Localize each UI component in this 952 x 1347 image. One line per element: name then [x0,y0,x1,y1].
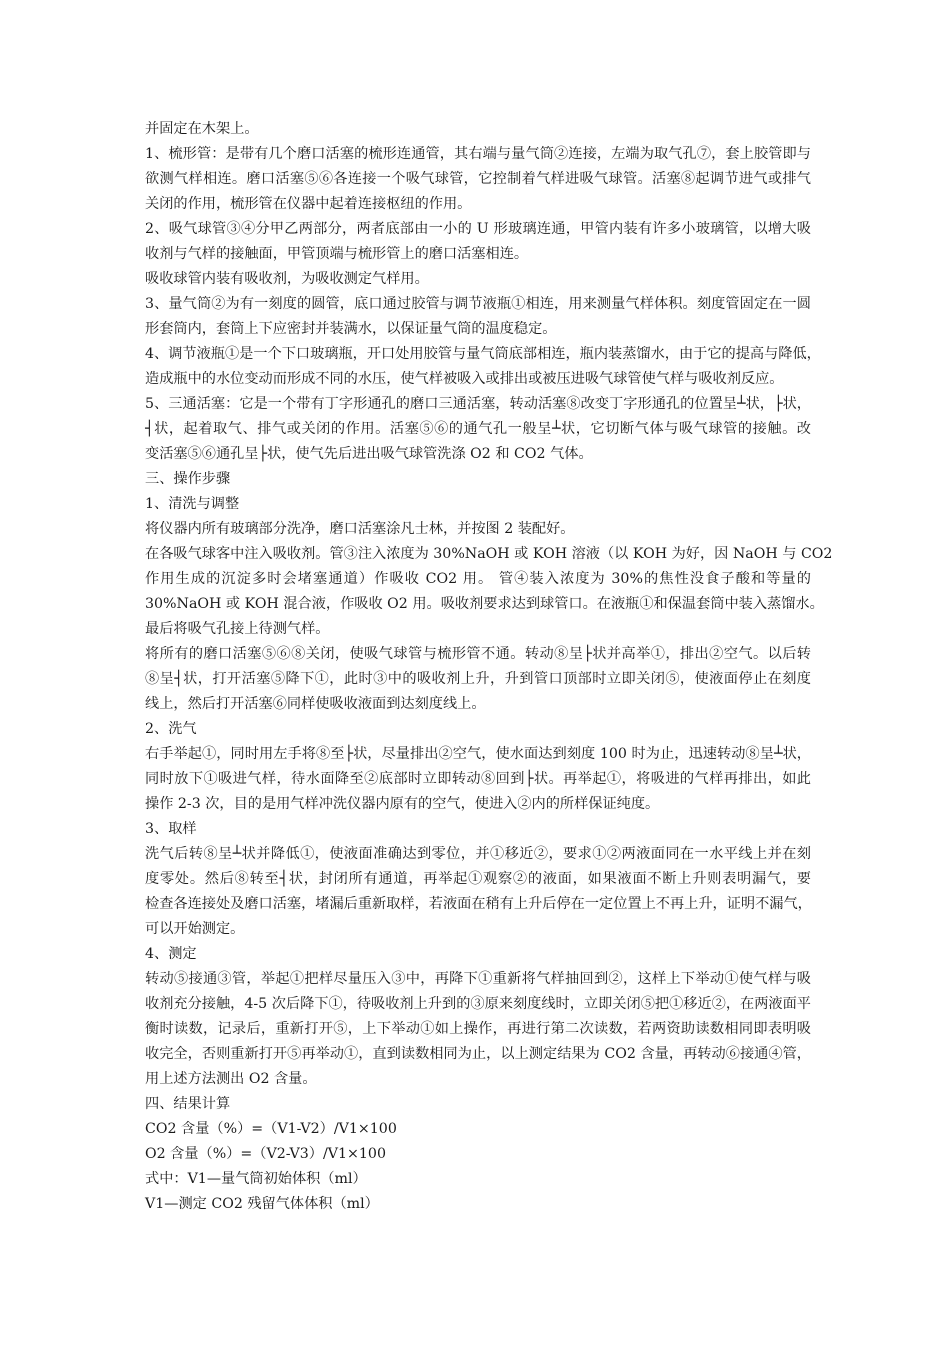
text-line: 4、测定 [145,946,197,962]
text-line: 最后将吸气孔接上待测气样。 [145,621,330,637]
text-line: 欲测气样相连。磨口活塞⑤⑥各连接一个吸气球管，它控制着气样进吸气球管。活塞⑧起调节进气或排气 [145,171,811,187]
text-line: 线上，然后打开活塞⑥同样使吸收液面到达刻度线上。 [145,696,486,712]
text-line: 衡时读数，记录后，重新打开⑤，上下举动①如上操作，再进行第二次读数，若两资助读数相同即表明吸 [145,1021,811,1037]
text-line: 并固定在木架上。 [145,121,259,137]
text-line: 作用生成的沉淀多时会堵塞通道）作吸收 CO2 用。 管④装入浓度为 30%的焦性没食子酸和等量的 [145,571,811,587]
text-line: 2、吸气球管③④分甲乙两部分，两者底部由一小的 U 形玻璃连通，甲管内装有许多小玻璃管，以增大吸 [145,221,811,237]
text-line: 用上述方法测出 O2 含量。 [145,1071,317,1087]
text-line: 1、梳形管：是带有几个磨口活塞的梳形连通管，其右端与量气筒②连接，左端为取气孔⑦，套上胶管即与 [145,146,811,162]
document-body [145,117,833,1217]
text-line: 1、清洗与调整 [145,496,240,512]
text-line: 检查各连接处及磨口活塞，堵漏后重新取样，若液面在稍有上升后停在一定位置上不再上升，证明不漏气， [145,896,812,912]
text-line: 转动⑤接通③管，举起①把样尽量压入③中，再降下①重新将气样抽回到②，这样上下举动①使气样与吸 [145,971,811,987]
text-line: V1—测定 CO2 残留气体体积（ml） [145,1196,379,1212]
text-line: 将所有的磨口活塞⑤⑥⑧关闭，使吸气球管与梳形管不通。转动⑧呈├状并高举①，排出②空气。以后转 [145,646,811,662]
text-line: 变活塞⑤⑥通孔呈├状，使气先后进出吸气球管洗涤 O2 和 CO2 气体。 [145,446,593,462]
text-line: 关闭的作用，梳形管在仪器中起着连接枢纽的作用。 [145,196,472,212]
text-line: 吸收球管内装有吸收剂，为吸收测定气样用。 [145,271,429,287]
text-line: 洗气后转⑧呈┴状并降低①，使液面准确达到零位，并①移近②，要求①②两液面同在一水平线上并在刻 [145,846,811,862]
text-line: 右手举起①，同时用左手将⑧至├状，尽量排出②空气，使水面达到刻度 100 时为止，迅速转动⑧呈┴状， [145,746,811,762]
text-line: 三、操作步骤 [145,471,231,487]
text-line: 造成瓶中的水位变动而形成不同的水压，使气样被吸入或排出或被压进吸气球管使气样与吸收剂反应。 [145,371,784,387]
text-line: 5、三通活塞：它是一个带有丁字形通孔的磨口三通活塞，转动活塞⑧改变丁字形通孔的位置呈┴状，├状， [145,396,811,412]
text-line: 可以开始测定。 [145,921,245,937]
text-line: 操作 2-3 次，目的是用气样冲洗仪器内原有的空气，使进入②内的所样保证纯度。 [145,796,660,812]
text-line: 同时放下①吸进气样，待水面降至②底部时立即转动⑧回到├状。再举起①，将吸进的气样再排出，如此 [145,771,811,787]
text-line: 将仪器内所有玻璃部分洗净，磨口活塞涂凡士林，并按图 2 装配好。 [145,521,575,537]
text-line: 收剂充分接触，4-5 次后降下①，待吸收剂上升到的③原来刻度线时，立即关闭⑤把①移近②，在两液面平 [145,996,811,1012]
text-line: 3、量气筒②为有一刻度的圆管，底口通过胶管与调节液瓶①相连，用来测量气样体积。刻度管固定在一圆 [145,296,811,312]
text-line: 3、取样 [145,821,197,837]
text-line: ┤状，起着取气、排气或关闭的作用。活塞⑤⑥的通气孔一般呈┴状，它切断气体与吸气球管的接触。改 [145,421,811,437]
text-line: 30%NaOH 或 KOH 混合液，作吸收 O2 用。吸收剂要求达到球管口。在液瓶①和保温套筒中装入蒸馏水。 [145,596,824,612]
text-line: 形套筒内，套筒上下应密封并装满水，以保证量气筒的温度稳定。 [145,321,557,337]
text-line: 在各吸气球客中注入吸收剂。管③注入浓度为 30%NaOH 或 KOH 溶液（以 KOH 为好，因 NaOH 与 CO2 [145,546,833,562]
text-line: 式中：V1—量气筒初始体积（ml） [145,1171,367,1187]
text-line: 收剂与气样的接触面，甲管顶端与梳形管上的磨口活塞相连。 [145,246,529,262]
text-line: 收完全，否则重新打开⑤再举动①，直到读数相同为止，以上测定结果为 CO2 含量，再转动⑥接通④管， [145,1046,811,1062]
text-line: 4、调节液瓶①是一个下口玻璃瓶，开口处用胶管与量气筒底部相连，瓶内装蒸馏水，由于它的提高与降低， [145,346,821,362]
text-line: O2 含量（%）=（V2-V3）/V1×100 [145,1146,386,1162]
text-line: 四、结果计算 [145,1096,231,1112]
text-line: 2、洗气 [145,721,197,737]
text-line: ⑧呈┤状，打开活塞⑤降下①，此时③中的吸收剂上升，升到管口顶部时立即关闭⑤，使液面停止在刻度 [145,671,811,687]
text-line: CO2 含量（%）=（V1-V2）/V1×100 [145,1121,397,1137]
text-line: 度零处。然后⑧转至┤状，封闭所有通道，再举起①观察②的液面，如果液面不断上升则表明漏气，要 [145,871,811,887]
